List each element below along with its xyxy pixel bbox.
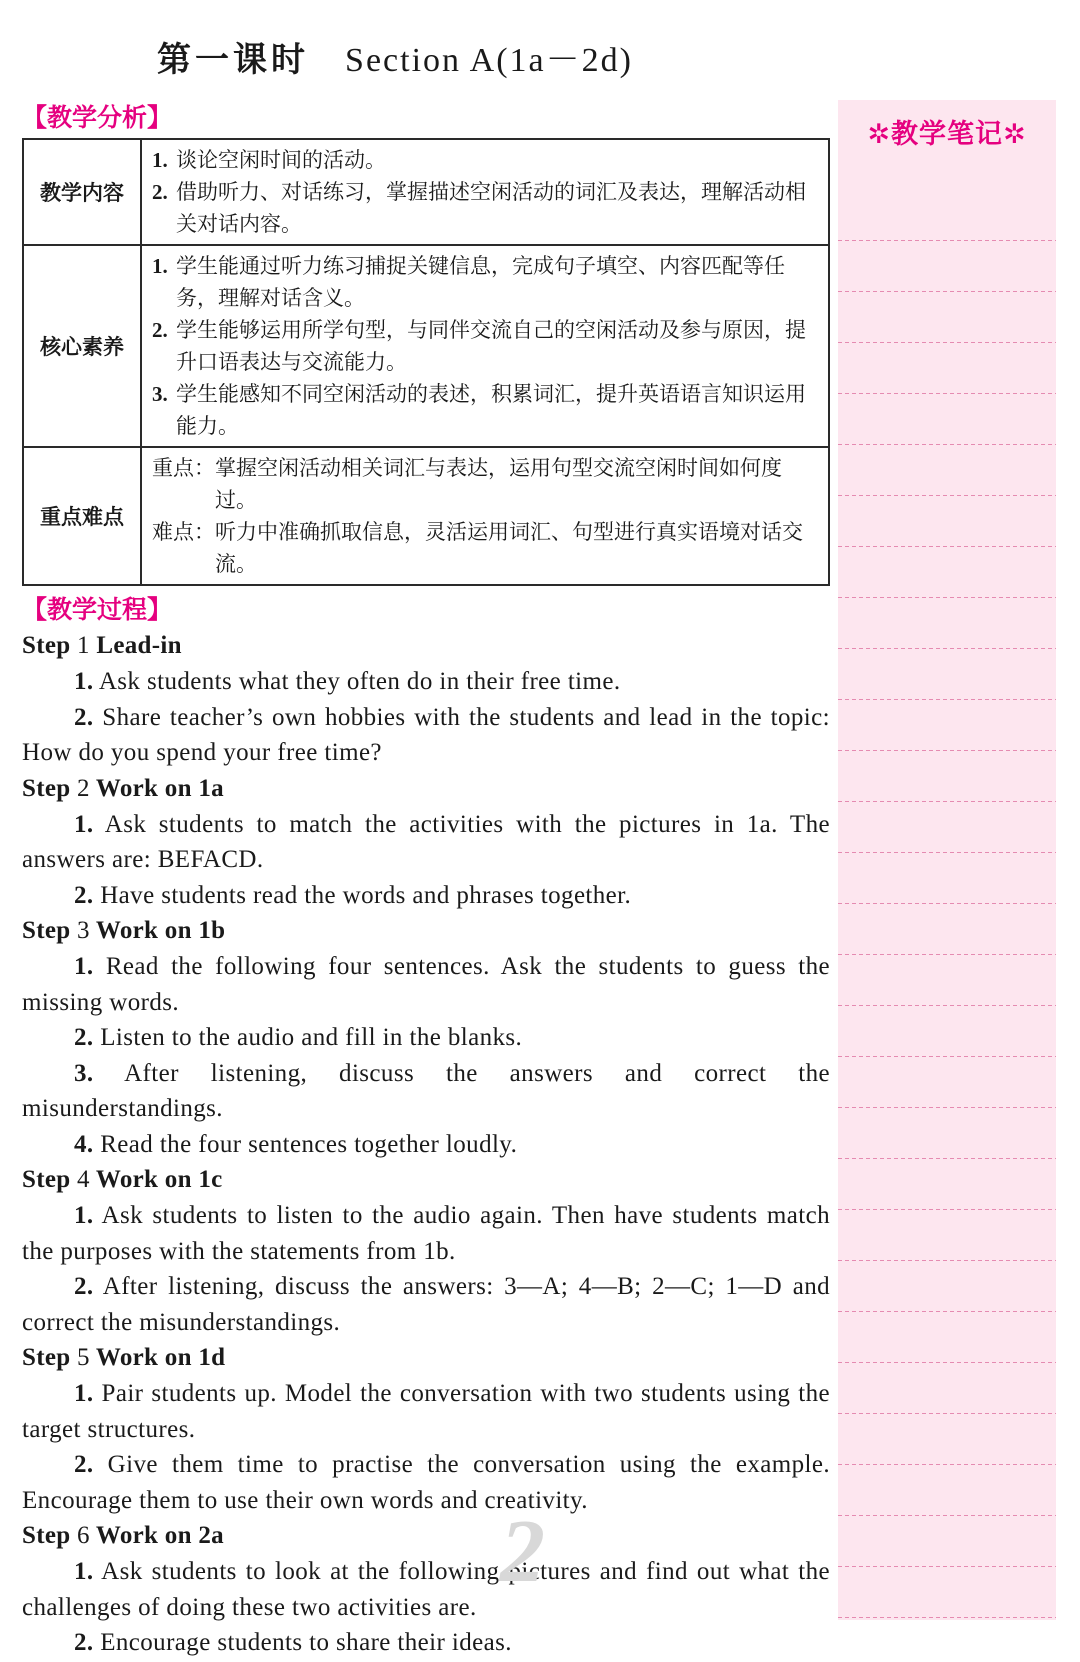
step-heading xyxy=(22,771,830,807)
key-point-label: 重点： xyxy=(152,456,215,480)
difficult-point xyxy=(152,516,818,580)
item-number: 3. xyxy=(152,382,168,406)
step-label: Step xyxy=(22,1166,71,1193)
paragraph-number: 1. xyxy=(74,1558,94,1585)
key-point xyxy=(152,452,818,516)
row-label: 重点难点 xyxy=(23,447,141,585)
page-number: 2 xyxy=(500,1502,545,1601)
item-text: 谈论空闲时间的活动。 xyxy=(176,148,386,172)
item-text: 学生能感知不同空闲活动的表述，积累词汇，提升英语语言知识运用能力。 xyxy=(176,382,806,438)
step-title: Work on 2a xyxy=(95,1522,224,1549)
paragraph-text: Ask students to match the activities with the pictures in 1a. The answers are: BEFACD. xyxy=(22,810,830,873)
paragraph-text: Ask students what they often do in their free time. xyxy=(93,668,621,695)
step-paragraph xyxy=(22,664,830,700)
lesson-title-en: Section A(1a－2d) xyxy=(345,42,633,79)
step-label: Step xyxy=(22,632,71,659)
paragraph-text: Ask students to listen to the audio again. Then have students match the purposes with the statements from 1b. xyxy=(22,1202,830,1265)
step-title: Work on 1a xyxy=(95,774,224,802)
paragraph-number: 2. xyxy=(74,881,94,909)
paragraph-text: Share teacher’s own hobbies with the students and lead in the topic: How do you spend your free time? xyxy=(22,703,830,766)
teaching-process xyxy=(22,628,830,1661)
step-paragraph xyxy=(22,1020,830,1056)
paragraph-number: 1. xyxy=(74,810,94,838)
analysis-table xyxy=(22,138,830,586)
list-item xyxy=(152,314,818,378)
page-title xyxy=(0,32,790,81)
step-number: 3 xyxy=(77,917,90,944)
paragraph-number: 2. xyxy=(74,1024,94,1051)
row-content xyxy=(141,245,829,447)
notes-title: ✲教学笔记✲ xyxy=(867,119,1027,150)
paragraph-text: Have students read the words and phrases together. xyxy=(93,881,632,909)
key-point-text: 掌握空闲活动相关词汇与表达，运用句型交流空闲时间如何度过。 xyxy=(215,456,782,512)
step-paragraph xyxy=(22,1376,830,1447)
item-number: 2. xyxy=(152,180,168,204)
step-paragraph xyxy=(22,1056,830,1127)
process-heading: 【教学过程】 xyxy=(22,595,173,624)
item-text: 学生能通过听力练习捕捉关键信息，完成句子填空、内容匹配等任务，理解对话含义。 xyxy=(176,254,785,310)
step-number: 4 xyxy=(77,1166,90,1193)
paragraph-number: 2. xyxy=(74,1629,94,1656)
difficult-point-text: 听力中准确抓取信息，灵活运用词汇、句型进行真实语境对话交流。 xyxy=(215,520,803,576)
step-title: Work on 1b xyxy=(95,917,226,944)
step-heading xyxy=(22,913,830,949)
list-item xyxy=(152,144,818,176)
item-number: 1. xyxy=(152,148,168,172)
paragraph-number: 2. xyxy=(74,1451,94,1478)
table-row xyxy=(23,139,829,245)
step-number: 5 xyxy=(77,1344,90,1371)
step-heading xyxy=(22,1162,830,1198)
paragraph-text: Listen to the audio and fill in the blanks. xyxy=(93,1024,523,1051)
row-label: 教学内容 xyxy=(23,139,141,245)
step-number: 1 xyxy=(77,632,90,659)
paragraph-number: 1. xyxy=(74,1202,94,1229)
step-heading xyxy=(22,1518,830,1554)
item-text: 学生能够运用所学句型，与同伴交流自己的空闲活动及参与原因，提升口语表达与交流能力。 xyxy=(176,318,806,374)
step-paragraph xyxy=(22,1625,830,1661)
difficult-point-label: 难点： xyxy=(152,520,215,544)
paragraph-number: 4. xyxy=(74,1130,94,1158)
notes-lines xyxy=(838,190,1056,1620)
item-text: 借助听力、对话练习，掌握描述空闲活动的词汇及表达，理解活动相关对话内容。 xyxy=(176,180,806,236)
step-paragraph xyxy=(22,700,830,771)
list-item xyxy=(152,378,818,442)
step-heading xyxy=(22,1340,830,1376)
step-paragraph xyxy=(22,1269,830,1340)
step-title: Lead-in xyxy=(96,632,182,659)
main-content xyxy=(22,100,830,1661)
table-row xyxy=(23,245,829,447)
step-title: Work on 1d xyxy=(95,1344,226,1371)
paragraph-text: Pair students up. Model the conversation with two students using the target structures. xyxy=(22,1380,830,1443)
list-item xyxy=(152,176,818,240)
step-paragraph xyxy=(22,1198,830,1269)
lesson-title-cn: 第一课时 xyxy=(157,40,310,80)
item-number: 1. xyxy=(152,254,168,278)
paragraph-text: Read the four sentences together loudly. xyxy=(93,1130,518,1158)
list-item xyxy=(152,250,818,314)
paragraph-number: 2. xyxy=(74,1273,94,1300)
row-content xyxy=(141,139,829,245)
step-label: Step xyxy=(22,917,71,944)
paragraph-text: Read the following four sentences. Ask the students to guess the missing words. xyxy=(22,953,830,1016)
row-content xyxy=(141,447,829,585)
step-paragraph xyxy=(22,1127,830,1163)
table-row xyxy=(23,447,829,585)
paragraph-text: After listening, discuss the answers and correct the misunderstandings. xyxy=(22,1059,830,1122)
step-label: Step xyxy=(22,1522,71,1549)
analysis-heading: 【教学分析】 xyxy=(22,103,173,132)
step-label: Step xyxy=(22,1344,71,1371)
step-number: 2 xyxy=(77,774,90,802)
step-paragraph xyxy=(22,1447,830,1518)
item-number: 2. xyxy=(152,318,168,342)
step-number: 6 xyxy=(77,1522,90,1549)
step-heading xyxy=(22,628,830,664)
paragraph-text: Encourage students to share their ideas. xyxy=(93,1629,512,1656)
step-paragraph xyxy=(22,807,830,878)
step-title: Work on 1c xyxy=(95,1166,223,1193)
paragraph-text: After listening, discuss the answers: 3—A; 4—B; 2—C; 1—D and correct the misunderstandings. xyxy=(22,1273,830,1336)
step-paragraph xyxy=(22,878,830,914)
paragraph-number: 1. xyxy=(74,1380,94,1407)
step-label: Step xyxy=(22,774,71,802)
notes-sidebar xyxy=(838,100,1056,1620)
paragraph-number: 1. xyxy=(74,668,94,695)
paragraph-number: 1. xyxy=(74,953,94,980)
paragraph-number: 3. xyxy=(74,1059,94,1087)
paragraph-text: Ask students to look at the following pictures and find out what the challenges of doing these two activities are. xyxy=(22,1558,830,1621)
paragraph-number: 2. xyxy=(74,703,94,731)
row-label: 核心素养 xyxy=(23,245,141,447)
step-paragraph xyxy=(22,949,830,1020)
paragraph-text: Give them time to practise the conversation using the example. Encourage them to use their own words and creativity. xyxy=(22,1451,830,1514)
step-paragraph xyxy=(22,1554,830,1625)
